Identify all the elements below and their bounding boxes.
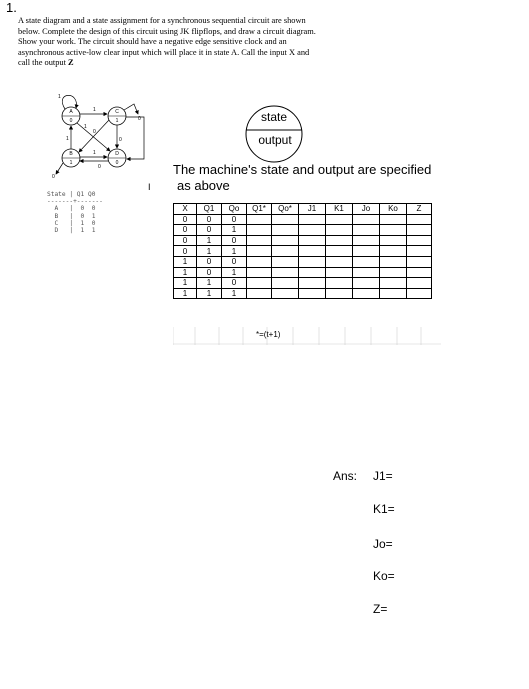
cell: 0: [197, 267, 222, 278]
cell[interactable]: [353, 278, 380, 289]
table-row: [174, 267, 432, 278]
cell[interactable]: [353, 288, 380, 299]
cell[interactable]: [272, 267, 299, 278]
cell: 0: [174, 235, 197, 246]
cell: 0: [174, 225, 197, 236]
edge-label: 0: [138, 116, 141, 122]
specification-text: [173, 162, 431, 194]
table-row: [174, 246, 432, 257]
table-row: [174, 288, 432, 299]
col-header-x: X: [174, 204, 197, 215]
col-header-jo: Jo: [353, 204, 380, 215]
cell[interactable]: [407, 225, 432, 236]
cell[interactable]: [353, 225, 380, 236]
spec-line: as above: [177, 178, 230, 193]
edge-label: 1: [84, 124, 87, 130]
state-name: D: [115, 151, 119, 157]
transition-table: [173, 203, 432, 299]
cell[interactable]: [407, 288, 432, 299]
state-name: C: [115, 109, 119, 115]
state-diagram: [46, 86, 166, 186]
cell[interactable]: [353, 267, 380, 278]
cell[interactable]: [407, 235, 432, 246]
assignment-row: A | 0 0: [47, 205, 96, 213]
cell[interactable]: [326, 288, 353, 299]
cell: 0: [222, 214, 247, 225]
state-node-c: [108, 107, 126, 125]
state-node-b: [62, 149, 80, 167]
col-header-j1: J1: [299, 204, 326, 215]
col-header-q1: Q1: [197, 204, 222, 215]
table-row: [174, 214, 432, 225]
table-row: [174, 225, 432, 236]
state-name: A: [69, 109, 73, 115]
cell: 1: [222, 288, 247, 299]
edge-labels: [52, 94, 141, 180]
assignment-row: C | 1 0: [47, 219, 96, 227]
edge-label: 0: [98, 164, 101, 170]
cell: 1: [174, 278, 197, 289]
cell[interactable]: [407, 246, 432, 257]
cell[interactable]: [326, 256, 353, 267]
state-output: 0: [69, 118, 73, 124]
cell[interactable]: [247, 256, 272, 267]
problem-line: asynchronous active-low clear input which will place it in state A. Call the input X and: [18, 47, 310, 57]
col-header-qo-next: Qo*: [272, 204, 299, 215]
state-output: 0: [115, 160, 119, 166]
cell[interactable]: [247, 214, 272, 225]
col-header-ko: Ko: [380, 204, 407, 215]
cell: 0: [197, 256, 222, 267]
assignment-header: State | Q1 Q0: [47, 191, 96, 198]
state-assignment-table: [47, 191, 103, 234]
cell[interactable]: [326, 214, 353, 225]
edge-label: 0: [119, 137, 122, 143]
answer-j1: J1=: [373, 469, 393, 483]
spreadsheet-gridlines: [173, 327, 443, 347]
problem-line-last: [18, 58, 378, 69]
table-row: [174, 256, 432, 267]
answer-z: Z=: [373, 602, 388, 616]
cell: 0: [174, 214, 197, 225]
cell: 1: [222, 267, 247, 278]
col-header-q1-next: Q1*: [247, 204, 272, 215]
cell[interactable]: [247, 278, 272, 289]
state-node-a: [62, 107, 80, 125]
assignment-row: B | 0 1: [47, 212, 96, 220]
assignment-row: D | 1 1: [47, 227, 96, 235]
problem-last-prefix: call the output: [18, 58, 69, 68]
assignment-divider: -------+-------: [47, 198, 103, 206]
stray-mark: I: [148, 182, 151, 192]
cell[interactable]: [247, 246, 272, 257]
cell[interactable]: [299, 214, 326, 225]
cell[interactable]: [380, 214, 407, 225]
cell: 1: [197, 278, 222, 289]
col-header-qo: Qo: [222, 204, 247, 215]
problem-statement: [18, 16, 378, 69]
cell[interactable]: [407, 256, 432, 267]
cell[interactable]: [353, 256, 380, 267]
cell[interactable]: [299, 288, 326, 299]
cell[interactable]: [299, 256, 326, 267]
cell[interactable]: [247, 225, 272, 236]
cell[interactable]: [299, 235, 326, 246]
cell: 0: [197, 214, 222, 225]
cell: 1: [197, 246, 222, 257]
edge-label: 1: [58, 94, 61, 100]
cell[interactable]: [380, 235, 407, 246]
next-state-footnote: *=(t+1): [256, 330, 281, 339]
output-name: Z: [68, 58, 74, 68]
cell[interactable]: [247, 235, 272, 246]
cell[interactable]: [407, 214, 432, 225]
problem-line: A state diagram and a state assignment for a synchronous sequential circuit are shown: [18, 16, 306, 25]
edge-label: 1: [66, 136, 69, 142]
cell: 1: [174, 256, 197, 267]
cell[interactable]: [380, 278, 407, 289]
table-row: [174, 235, 432, 246]
cell[interactable]: [272, 246, 299, 257]
cell[interactable]: [272, 214, 299, 225]
cell[interactable]: [407, 267, 432, 278]
cell[interactable]: [326, 235, 353, 246]
cell[interactable]: [353, 246, 380, 257]
cell: 0: [222, 235, 247, 246]
cell[interactable]: [380, 225, 407, 236]
problem-line: below. Complete the design of this circuit using JK flipflops, and draw a circuit diagram.: [18, 26, 316, 36]
answer-k1: K1=: [373, 502, 395, 516]
cell[interactable]: [326, 278, 353, 289]
cell[interactable]: [380, 288, 407, 299]
cell[interactable]: [380, 267, 407, 278]
cell[interactable]: [299, 246, 326, 257]
answer-label: Ans:: [333, 469, 358, 483]
cell[interactable]: [326, 267, 353, 278]
cell[interactable]: [272, 235, 299, 246]
question-number: 1.: [6, 0, 17, 15]
cell[interactable]: [272, 288, 299, 299]
cell: 0: [197, 225, 222, 236]
cell: 0: [174, 246, 197, 257]
cell: 1: [174, 267, 197, 278]
cell[interactable]: [299, 225, 326, 236]
cell: 0: [222, 256, 247, 267]
legend-state-label: state: [260, 110, 287, 124]
cell[interactable]: [380, 256, 407, 267]
col-header-k1: K1: [326, 204, 353, 215]
legend-output-label: output: [258, 133, 292, 147]
cell[interactable]: [326, 225, 353, 236]
cell[interactable]: [380, 246, 407, 257]
cell[interactable]: [353, 235, 380, 246]
cell[interactable]: [407, 278, 432, 289]
answer-jo: Jo=: [373, 537, 393, 551]
cell[interactable]: [272, 225, 299, 236]
cell[interactable]: [272, 256, 299, 267]
cell[interactable]: [247, 288, 272, 299]
table-header-row: [174, 204, 432, 215]
edge-label: 0: [93, 129, 96, 135]
problem-line: Show your work. The circuit should have a negative edge sensitive clock and an: [18, 37, 287, 47]
state-name: B: [69, 151, 73, 157]
cell: 1: [197, 235, 222, 246]
col-header-z: Z: [407, 204, 432, 215]
cell[interactable]: [299, 267, 326, 278]
answer-ko: Ko=: [373, 569, 395, 583]
cell: 0: [222, 278, 247, 289]
state-output: 1: [115, 118, 119, 124]
edge-label: 1: [93, 150, 96, 156]
cell[interactable]: [353, 214, 380, 225]
cell[interactable]: [326, 246, 353, 257]
state-node-d: [108, 149, 126, 167]
state-output: 1: [69, 160, 73, 166]
cell: 1: [222, 225, 247, 236]
cell[interactable]: [247, 267, 272, 278]
cell: 1: [197, 288, 222, 299]
table-row: [174, 278, 432, 289]
cell[interactable]: [299, 278, 326, 289]
cell: 1: [222, 246, 247, 257]
edge-label: 0: [52, 174, 55, 180]
edge-label: 1: [93, 107, 96, 113]
cell[interactable]: [272, 278, 299, 289]
spec-line: The machine's state and output are specified: [173, 162, 432, 177]
cell: 1: [174, 288, 197, 299]
